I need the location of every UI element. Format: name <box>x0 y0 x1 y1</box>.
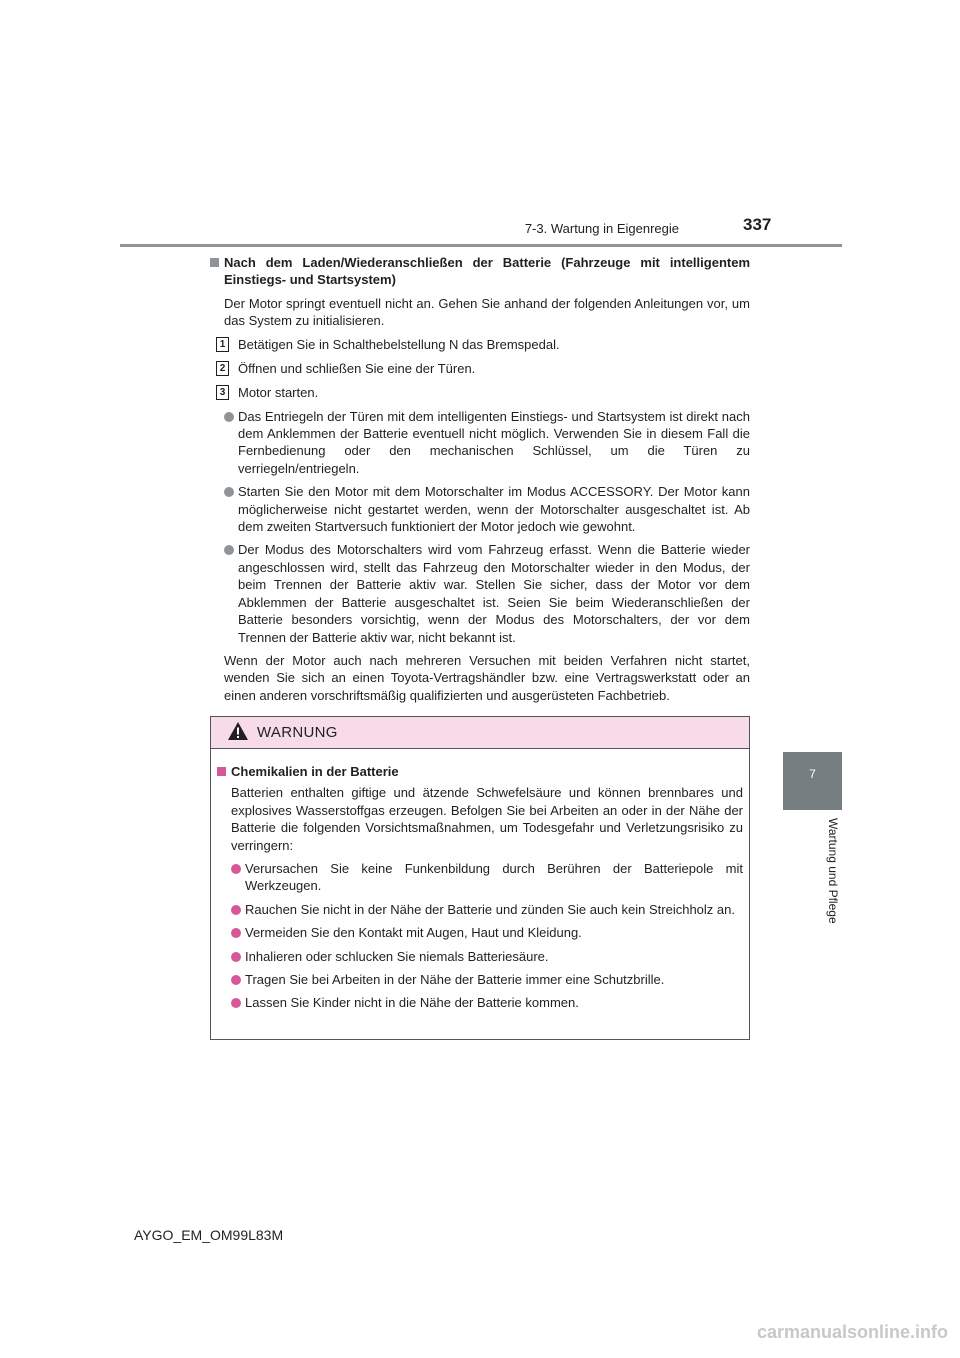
step-1 <box>210 336 750 354</box>
chapter-number: 7 <box>809 767 816 781</box>
list-item-text: Rauchen Sie nicht in der Nähe der Batterie und zünden Sie auch kein Streichholz an. <box>245 901 735 917</box>
chapter-title: Wartung und Pflege <box>826 818 840 924</box>
list-item-text: Vermeiden Sie den Kontakt mit Augen, Haut und Kleidung. <box>245 925 582 941</box>
circle-bullet-icon <box>231 998 241 1008</box>
intro-paragraph: Der Motor springt eventuell nicht an. Gehen Sie anhand der folgenden Anleitungen vor, um das System zu initialisieren. <box>224 295 750 329</box>
warning-box <box>210 716 750 1040</box>
list-item <box>217 948 743 965</box>
circle-bullet-icon <box>231 975 241 985</box>
step-2 <box>210 360 750 378</box>
square-bullet-icon <box>210 258 219 267</box>
circle-bullet-icon <box>231 928 241 938</box>
closing-paragraph: Wenn der Motor auch nach mehreren Versuchen mit beiden Verfahren nicht startet, wenden Sie sich an einen Toyota-Vertragshändler bzw. eine Vertragswerkstatt oder an einen anderen vorschriftsmäßig qualifizierten und ausgerüsteten Fachbetrieb. <box>224 652 750 703</box>
document-code: AYGO_EM_OM99L83M <box>134 1227 284 1243</box>
circle-bullet-icon <box>224 412 234 422</box>
page-number: 337 <box>743 215 772 234</box>
list-item-text: Starten Sie den Motor mit dem Motorschalter im Modus ACCESSORY. Der Motor kann möglicherweise nicht gestartet werden, wenn der Motorschalter ausgeschaltet ist. Ab dem zweiten Startversuch funktioniert der Motor jedoch wie gewohnt. <box>238 484 750 535</box>
list-item <box>210 408 750 478</box>
circle-bullet-icon <box>224 487 234 497</box>
circle-bullet-icon <box>224 545 234 555</box>
warning-intro: Batterien enthalten giftige und ätzende Schwefelsäure und können brennbares und explosives Wasserstoffgas erzeugen. Befolgen Sie bei Arbeiten an oder in der Nähe der Batterie die folgenden Vorsichtsmaßnahmen, um Todesgefahr und Verletzungsrisiko zu verringern: <box>231 785 743 853</box>
circle-bullet-icon <box>231 952 241 962</box>
warning-heading <box>217 763 743 780</box>
list-item <box>217 971 743 988</box>
step-text: Motor starten. <box>238 384 319 400</box>
warning-body <box>211 749 749 1012</box>
warning-list <box>217 860 743 1012</box>
step-number-box: 2 <box>216 361 229 376</box>
header-section-title: 7-3. Wartung in Eigenregie <box>524 221 679 236</box>
list-item-text: Der Modus des Motorschalters wird vom Fahrzeug erfasst. Wenn die Batterie wieder angeschlossen wird, stellt das Fahrzeug den Motorschalter wieder in den Modus, der beim Trennen der Batterie aktiv war. Stellen Sie sicher, dass der Motor vor dem Abklemmen der Batterie ausgeschaltet ist. Seien Sie beim Wiederanschließen der Batterie besonders vorsichtig, wenn der Modus des Motorschalters, der vor dem Trennen der Batterie aktiv war, nicht bekannt ist. <box>238 542 750 645</box>
watermark: carmanualsonline.info <box>756 1322 948 1342</box>
step-3 <box>210 384 750 402</box>
list-item-text: Tragen Sie bei Arbeiten in der Nähe der Batterie immer eine Schutzbrille. <box>245 972 665 988</box>
list-item-text: Lassen Sie Kinder nicht in die Nähe der Batterie kommen. <box>245 995 579 1011</box>
list-item-text: Das Entriegeln der Türen mit dem intelligenten Einstiegs- und Startsystem ist direkt nach dem Anklemmen der Batterie eventuell nicht möglich. Verwenden Sie in diesem Fall die Fernbedienung oder den mechanischen Schlüssel, um die Türen zu verriegeln/entriegeln. <box>238 408 750 476</box>
step-text: Öffnen und schließen Sie eine der Türen. <box>238 360 476 376</box>
warning-header <box>211 717 749 749</box>
list-item <box>217 924 743 941</box>
list-item <box>217 994 743 1011</box>
header-rule <box>120 244 842 247</box>
step-number-box: 1 <box>216 337 229 352</box>
section-heading <box>210 254 750 289</box>
list-item-text: Inhalieren oder schlucken Sie niemals Batteriesäure. <box>245 948 549 964</box>
warning-triangle-icon <box>227 721 249 741</box>
list-item <box>217 860 743 895</box>
circle-bullet-icon <box>231 864 241 874</box>
main-content <box>210 252 750 710</box>
section-heading-text: Nach dem Laden/Wiederanschließen der Batterie (Fahrzeuge mit intelligentem Einstiegs- und Startsystem) <box>224 255 750 288</box>
square-bullet-icon <box>217 767 226 776</box>
step-text: Betätigen Sie in Schalthebelstellung N das Bremspedal. <box>238 336 560 352</box>
step-number-box: 3 <box>216 385 229 400</box>
warning-title: WARNUNG <box>257 724 338 741</box>
chapter-tab <box>783 752 842 810</box>
circle-bullet-icon <box>231 905 241 915</box>
list-item <box>210 541 750 645</box>
note-list <box>210 408 750 646</box>
list-item <box>210 483 750 535</box>
list-item-text: Verursachen Sie keine Funkenbildung durch Berühren der Batteriepole mit Werkzeugen. <box>245 861 743 894</box>
warning-heading-text: Chemikalien in der Batterie <box>231 764 399 779</box>
list-item <box>217 901 743 918</box>
